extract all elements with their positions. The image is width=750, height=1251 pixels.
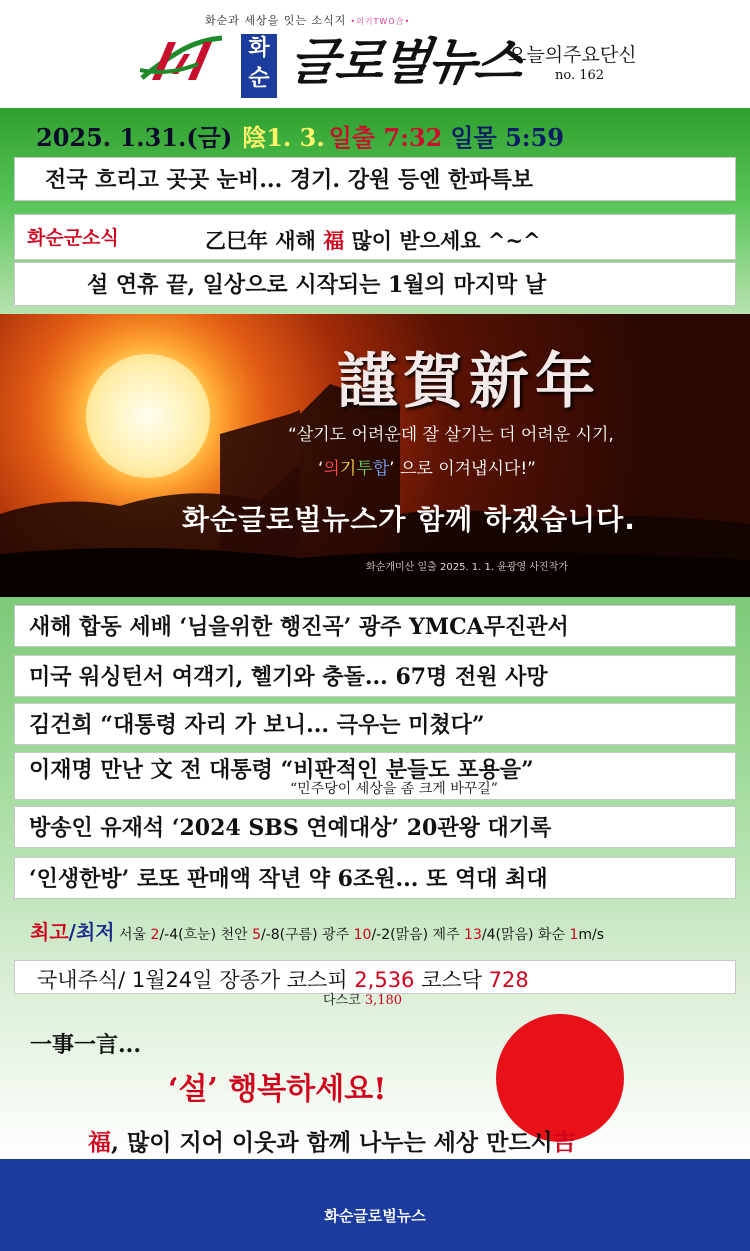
logo-box-line2: 순 bbox=[248, 66, 270, 91]
kosdaq-value: 728 bbox=[488, 968, 529, 992]
photo-line2-w3: 투 bbox=[356, 459, 373, 479]
news-item-text: 미국 워싱턴서 여객기, 헬기와 충돌... 67명 전원 사망 bbox=[29, 664, 548, 690]
lunar-date: 陰1. 3. bbox=[242, 123, 325, 152]
weather-label-low: 최저 bbox=[75, 920, 115, 944]
logo-script: 글로벌뉴스 bbox=[285, 32, 526, 91]
photo-line2 bbox=[318, 454, 536, 479]
photo-line1: “살기도 어려운데 잘 살기는 더 어려운 시기, bbox=[288, 425, 614, 445]
blessing-start: 福 bbox=[88, 1129, 111, 1156]
weather-hwasun-wind: 1 bbox=[569, 927, 579, 943]
local-news-greeting bbox=[205, 225, 541, 255]
local-news-label: 화순군소식 bbox=[27, 227, 119, 249]
news-item-text: 이재명 만난 文 전 대통령 “비판적인 분들도 포용을” bbox=[29, 757, 534, 783]
blessing-end: 吉 bbox=[552, 1129, 576, 1156]
tagline-text: 화순과 세상을 잇는 소식지 bbox=[205, 14, 347, 27]
kospi-value: 2,536 bbox=[354, 968, 415, 992]
footer bbox=[0, 1159, 750, 1251]
date-bar bbox=[36, 118, 716, 156]
weather-gwangju-high: 10 bbox=[353, 927, 372, 943]
photo-line2-w2: 기 bbox=[339, 459, 357, 479]
blessing bbox=[88, 1124, 576, 1157]
local-news-line2: 설 연휴 끝, 일상으로 시작되는 1월의 마지막 날 bbox=[87, 272, 547, 298]
blessing-mid: , 많이 지어 이웃과 함께 나누는 세상 만드시 bbox=[111, 1129, 553, 1156]
header bbox=[0, 0, 750, 108]
news-subnote: “민주당이 세상을 좀 크게 바꾸길” bbox=[290, 781, 498, 797]
nasdaq-label: 다스코 bbox=[323, 993, 365, 1008]
weather-jeju-label: 제주 bbox=[428, 927, 465, 943]
weather-seoul-rest: /-4(흐눈) bbox=[159, 927, 217, 943]
weather-jeju-high: 13 bbox=[464, 927, 482, 943]
photo-line2-rest: ’ 으로 이겨냅시다!” bbox=[389, 459, 536, 479]
weather-cheonan-high: 5 bbox=[252, 927, 261, 943]
sunrise: 일출 7:32 bbox=[328, 123, 443, 152]
news-item[interactable] bbox=[14, 703, 736, 745]
greeting-hanja: 福 bbox=[323, 228, 345, 253]
stocks-line bbox=[37, 964, 529, 994]
weather-seoul-label: 서울 bbox=[119, 927, 151, 943]
stocks-label: 국내주식/ 1월24일 장종가 코스피 bbox=[37, 968, 355, 992]
tagline-mark: •의기TWO合• bbox=[350, 17, 411, 26]
weather-seoul-high: 2 bbox=[150, 927, 160, 943]
weather-cheonan-rest: /-8(구름) bbox=[261, 927, 318, 943]
weather-label-high: 최고 bbox=[30, 920, 69, 944]
logo-box-line1: 화 bbox=[248, 36, 270, 61]
sunset: 일몰 5:59 bbox=[450, 123, 565, 152]
weather-gwangju-rest: /-2(맑음) bbox=[371, 927, 429, 943]
photo-title: 謹賀新年 bbox=[337, 347, 601, 417]
ilsa-heading: 一事一言... bbox=[30, 1032, 141, 1058]
weather-slash: / bbox=[68, 920, 76, 944]
news-item-text: 새해 합동 세배 ‘님을위한 행진곡’ 광주 YMCA무진관서 bbox=[29, 614, 569, 640]
issue-title: 오늘의주요단신 bbox=[508, 44, 637, 66]
news-item-text: 방송인 유재석 ‘2024 SBS 연예대상’ 20관왕 대기록 bbox=[29, 815, 552, 841]
weather-gwangju-label: 광주 bbox=[317, 927, 354, 943]
kosdaq-label: 코스닥 bbox=[414, 968, 489, 992]
weather-hwasun-label: 화순 bbox=[533, 927, 570, 943]
news-item[interactable] bbox=[14, 857, 736, 899]
red-sun-icon bbox=[496, 1014, 624, 1142]
photo-credit: 화순개미산 일출 2025. 1. 1. 윤광영 사진작가 bbox=[366, 562, 569, 573]
headline-top: 전국 흐리고 곳곳 눈비... 경기. 강원 등엔 한파특보 bbox=[45, 167, 534, 193]
greeting: ‘설’ 행복하세요! bbox=[168, 1072, 387, 1107]
weather-wind-unit: m/s bbox=[578, 927, 605, 943]
news-item-text: ‘인생한방’ 로또 판매액 작년 약 6조원... 또 역대 최대 bbox=[29, 866, 548, 892]
local-news-box[interactable] bbox=[14, 214, 736, 260]
photo-line3: 화순글로벌뉴스가 함께 하겠습니다. bbox=[182, 503, 636, 536]
news-item[interactable] bbox=[14, 655, 736, 697]
photo-line2-w4: 합 bbox=[372, 459, 390, 479]
issue-number: no. 162 bbox=[555, 68, 605, 83]
nasdaq-line bbox=[323, 989, 402, 1008]
sunrise-photo bbox=[0, 314, 750, 597]
logo-box bbox=[241, 34, 277, 98]
date: 2025. 1.31.(금) bbox=[36, 123, 233, 152]
footer-text[interactable]: 화순글로벌뉴스 bbox=[324, 1207, 426, 1225]
weather-cheonan-label: 천안 bbox=[216, 927, 253, 943]
greeting-pre: 乙巳年 새해 bbox=[205, 228, 324, 253]
headline-top-box[interactable] bbox=[14, 157, 736, 201]
local-news-line2-box[interactable] bbox=[14, 262, 736, 306]
nasdaq-value: 3,180 bbox=[364, 993, 403, 1008]
weather-line bbox=[30, 916, 604, 945]
news-item[interactable] bbox=[14, 806, 736, 848]
weather-jeju-rest: /4(맑음) bbox=[481, 927, 534, 943]
greeting-post: 많이 받으세요 ^~^ bbox=[344, 228, 541, 253]
photo-line2-w1: 의 bbox=[323, 459, 340, 479]
news-item[interactable] bbox=[14, 605, 736, 647]
hh-logo-icon bbox=[138, 34, 224, 84]
photo-line2-open: ‘ bbox=[318, 459, 324, 479]
news-item-text: 김건희 “대통령 자리 가 보니... 극우는 미쳤다” bbox=[29, 712, 485, 738]
